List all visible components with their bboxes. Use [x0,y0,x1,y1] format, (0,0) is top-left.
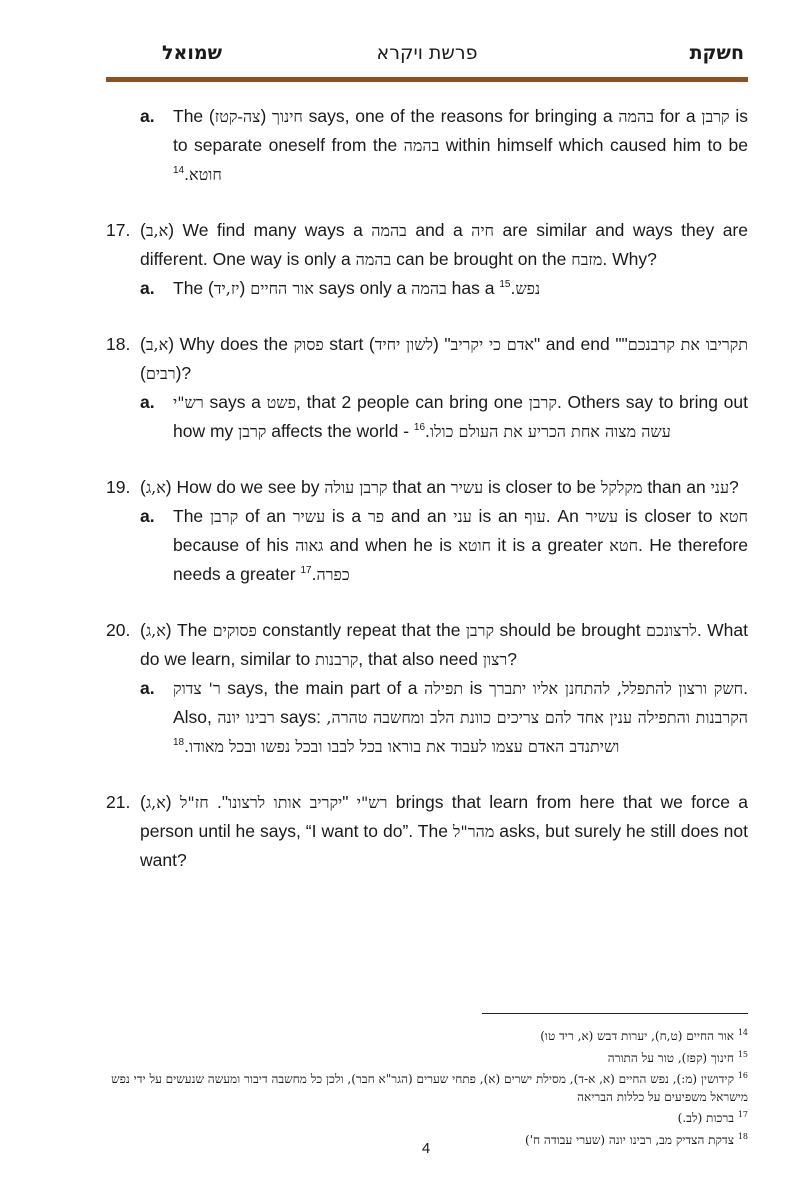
footnote-number: 18 [737,1131,748,1141]
item-gap [106,446,748,473]
answer-text: The (יז,יד) אור החיים says only a בהמה has a נפש.$^{15}$ [173,278,541,298]
footnote [106,1106,748,1128]
answer-label: a. [140,678,155,698]
question-number: 18. [106,334,131,354]
question [106,616,748,674]
item-gap [106,303,748,330]
footnote-number: 15 [737,1049,748,1059]
item-gap [106,761,748,788]
question-text: (א,ג) How do we see by קרבן עולה that an עשיר is closer to be מקלקל than an עני? [140,477,739,497]
header-book-left: שמואל [162,42,223,64]
answer-label: a. [140,506,155,526]
question-number: 21. [106,792,131,812]
footnote-number: 14 [737,1028,748,1037]
footnote-text: קידושין (מ:), נפש החיים (א, א-ד), מסילת ישרים (א), פתחי שערים (הגר"א חבר), ולכן כל מחשבה דיבור ומעשה שנעשים על ידי נפש מישראל משפיעים על כללות הבריאה [111,1072,748,1104]
question-list [106,102,748,875]
question [106,788,748,875]
answer [140,502,748,589]
question [106,216,748,274]
footnote-text: חינוך (קפז), טור על התורה [607,1050,738,1065]
footnotes [106,1024,748,1149]
question [106,330,748,388]
question-text: (א,ג) The פסוקים constantly repeat that the קרבן should be brought לרצונכם. What do we learn, similar to קרבנות, that also need רצון? [140,620,748,669]
answer [140,674,748,761]
header-title-right: חשקת [689,42,744,64]
item-gap [106,189,748,216]
item-gap [106,589,748,616]
footnote-number: 17 [737,1110,748,1119]
answer [140,388,748,446]
question-text: (א,ב) We find many ways a בהמה and a חיה are similar and ways they are different. One way is only a בהמה can be brought on the מזבח. Why? [140,220,748,269]
answer [140,274,748,303]
footnote [106,1046,748,1068]
answer-text: The (צה-קטז) חינוך says, one of the reasons for bringing a בהמה for a קרבן is to separate oneself from the בהמה within himself which caused him to be חוטא.$^{14}$ [173,106,748,184]
answer-label: a. [140,278,155,298]
question-number: 20. [106,620,131,640]
question-number: 19. [106,477,131,497]
answer-text: The קרבן of an עשיר is a פר and an עני is an עוף. An עשיר is closer to חטא because of his גאוה and when he is חוטא it is a greater חטא. He therefore needs a greater כפרה.$^{17}$ [173,506,748,584]
header-rule [106,77,748,82]
answer-label: a. [140,106,155,126]
footnote [106,1067,748,1106]
footnote-text: צדקת הצדיק מב, רבינו יונה (שערי עבודה ח') [525,1132,738,1147]
question-text: (א,ג) רש"י "יקריב אותו לרצונו". חז"ל brings that learn from here that we force a person until he says, “I want to do”. The מהר"ל asks, but surely he still does not want? [140,792,749,870]
footnote-text: ברכות (לב.) [677,1111,738,1125]
answer-label: a. [140,392,155,412]
footnote-number: 16 [737,1071,748,1080]
footnote-rule [482,1013,748,1014]
header-parsha: פרשת ויקרא [376,42,478,64]
running-header [106,40,748,74]
question-text: (א,ב) Why does the פסוק start (לשון יחיד) "אדם כי יקריב" and end " תקריבו את קרבנכם" (רבים)? [140,334,748,383]
footnote-text: אור החיים (ט,ח), יערות דבש (א, ריד טו) [540,1029,738,1043]
footnote [106,1024,748,1046]
answer-text: ר' צדוק says, the main part of a תפילה is חשק ורצון להתפלל, להתחנן אליו יתברך . Also, רבינו יונה says: הקרבנות והתפילה ענין אחד להם צריכים כוונת הלב ומחשבה טהרה, ושיתנדב האדם עצמו לעבוד את בוראו בכל לבבו ובכל נפשו ובכל מאודו.$^{18}$ [173,678,748,756]
answer [140,102,748,189]
answer-text: רש"י says a פשט, that 2 people can bring one קרבן. Others say to bring out how my קרבן affects the world - עשה מצוה אחת הכריע את העולם כולו.$^{16}$ [173,392,749,441]
question-number: 17. [106,220,131,240]
page-number: 4 [421,1140,431,1157]
question [106,473,748,502]
